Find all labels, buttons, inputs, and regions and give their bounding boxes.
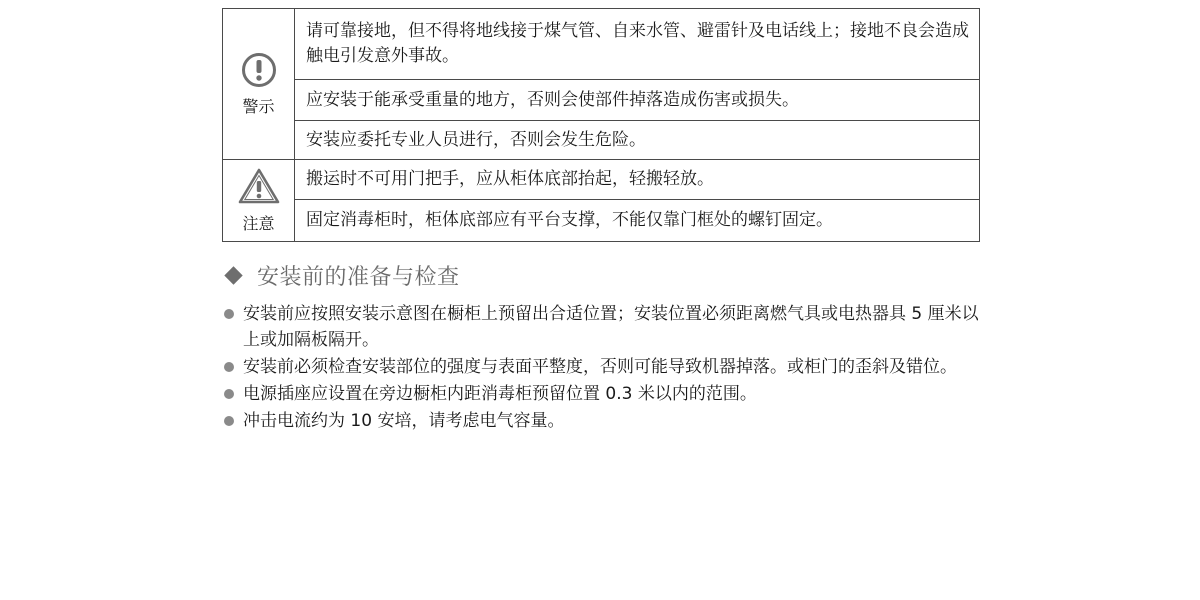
list-item-text: 安装前应按照安装示意图在橱柜上预留出合适位置；安装位置必须距离燃气具或电热器具 5 厘米以上或加隔板隔开。 <box>243 304 979 350</box>
warning-row-3 <box>223 121 980 160</box>
list-item-text: 电源插座应设置在旁边橱柜内距消毒柜预留位置 0.3 米以内的范围。 <box>243 384 757 404</box>
list-item-text: 安装前必须检查安装部位的强度与表面平整度，否则可能导致机器掉落。或柜门的歪斜及错位。 <box>243 357 957 377</box>
bullet-dot-icon <box>224 362 234 372</box>
warning-item-2: 应安装于能承受重量的地方，否则会使部件掉落造成伤害或损失。 <box>295 80 980 121</box>
list-item <box>222 381 984 407</box>
exclamation-circle-icon <box>241 52 277 88</box>
caution-label: 注意 <box>242 214 275 233</box>
caution-row-2 <box>223 200 980 242</box>
list-item <box>222 301 984 353</box>
bullet-list <box>222 301 984 435</box>
bullet-dot-icon <box>224 389 234 399</box>
safety-table <box>222 8 980 242</box>
warning-row-1 <box>223 9 980 80</box>
bullet-dot-icon <box>224 416 234 426</box>
caution-item-2: 固定消毒柜时，柜体底部应有平台支撑，不能仅靠门框处的螺钉固定。 <box>295 200 980 242</box>
section-heading <box>222 261 460 289</box>
list-item <box>222 408 984 434</box>
warning-label: 警示 <box>242 96 275 116</box>
section-heading-text: 安装前的准备与检查 <box>257 264 460 290</box>
warning-item-1: 请可靠接地，但不得将地线接于煤气管、自来水管、避雷针及电话线上；接地不良会造成触电引发意外事故。 <box>295 9 980 80</box>
warning-item-3: 安装应委托专业人员进行，否则会发生危险。 <box>295 121 980 160</box>
warning-triangle-icon <box>237 167 281 205</box>
list-item <box>222 354 984 380</box>
diamond-bullet-icon <box>224 266 242 284</box>
bullet-dot-icon <box>224 309 234 319</box>
warning-row-2 <box>223 80 980 121</box>
caution-icon-cell <box>223 160 295 242</box>
list-item-text: 冲击电流约为 10 安培，请考虑电气容量。 <box>243 411 565 431</box>
caution-row-1 <box>223 160 980 200</box>
warning-icon-cell <box>223 9 295 160</box>
caution-item-1: 搬运时不可用门把手，应从柜体底部抬起，轻搬轻放。 <box>295 160 980 200</box>
